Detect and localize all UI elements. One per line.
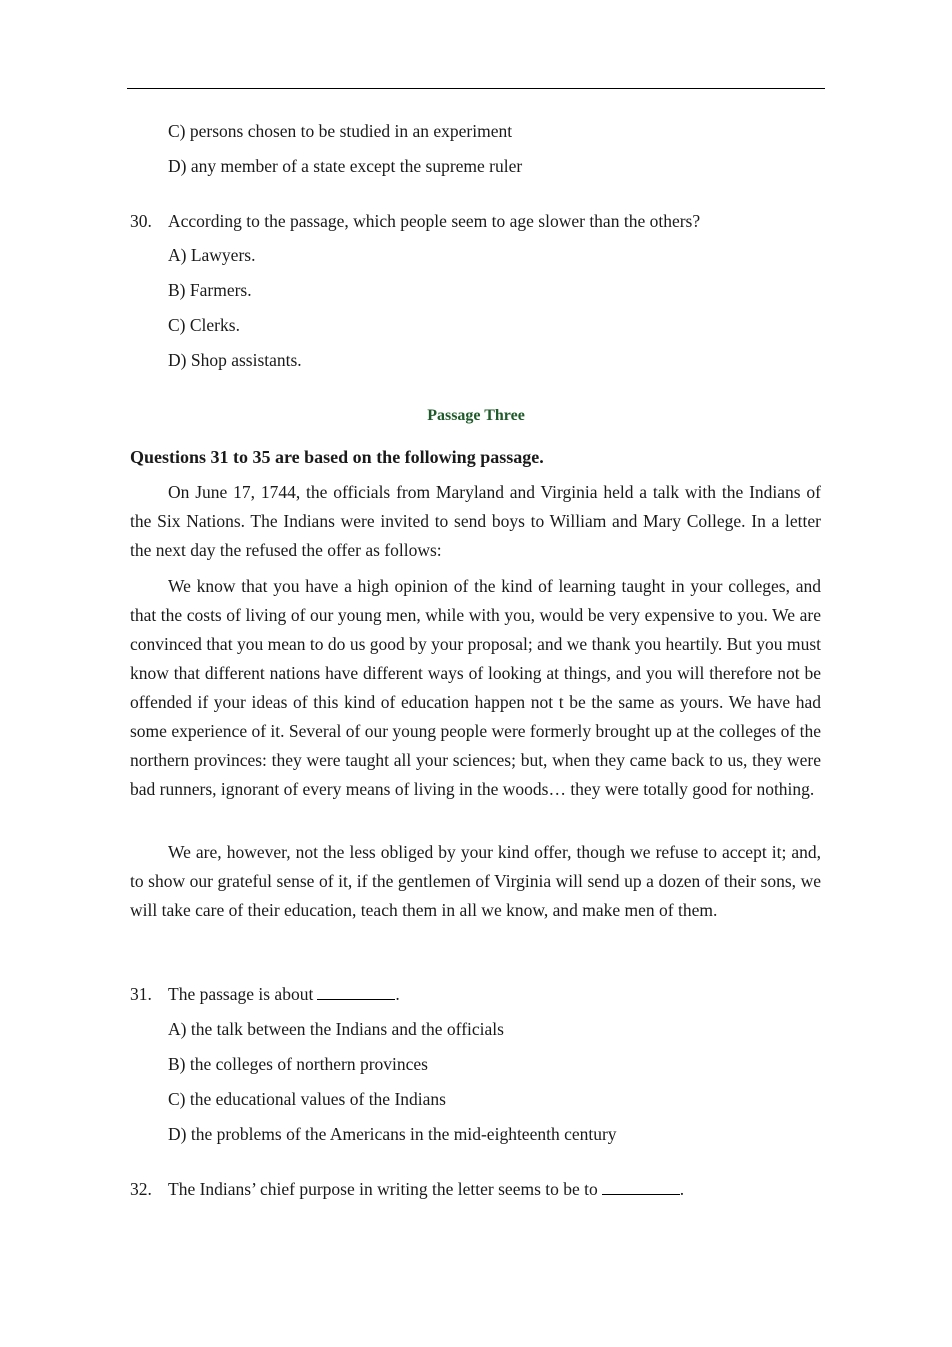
q30-option-c: C) Clerks. xyxy=(168,315,240,335)
question-32-text: The Indians’ chief purpose in writing the letter seems to be to xyxy=(168,1179,598,1199)
header-rule xyxy=(127,88,825,89)
question-31-stem xyxy=(168,983,400,1005)
question-30-number: 30. xyxy=(130,211,152,231)
prev-option-d: D) any member of a state except the supreme ruler xyxy=(168,156,523,176)
q31-option-c: C) the educational values of the Indians xyxy=(168,1089,446,1109)
passage-title: Passage Three xyxy=(427,407,525,424)
q30-option-a: A) Lawyers. xyxy=(168,245,256,265)
prev-option-c: C) persons chosen to be studied in an experiment xyxy=(168,121,513,141)
passage-heading: Questions 31 to 35 are based on the following passage. xyxy=(130,447,544,467)
answer-blank xyxy=(317,984,395,1000)
question-31-text: The passage is about xyxy=(168,984,314,1004)
answer-blank xyxy=(602,1179,680,1195)
question-32-end: . xyxy=(679,1179,685,1199)
passage-paragraph-3: We are, however, not the less obliged by your kind offer, though we refuse to accept it; and, to show our grateful sense of it, if the gentlemen of Virginia will send up a dozen of their sons, we will take care of their education, teach them in all we know, and make men of them. xyxy=(130,842,821,920)
q31-option-a: A) the talk between the Indians and the officials xyxy=(168,1019,504,1039)
passage-paragraph-2: We know that you have a high opinion of the kind of learning taught in your colleges, and that the costs of living of our young men, while with you, would be very expensive to you. We are convinced that you mean to do us good by your proposal; and we thank you heartily. But you must know that different nations have different ways of looking at things, and you will therefore not be offended if your ideas of this kind of education happen not t be the same as yours. We have had some experience of it. Several of our young people were formerly brought up at the colleges of the northern provinces: they were taught all your sciences; but, when they came back to us, they were bad runners, ignorant of every means of living in the woods… they were totally good for nothing. xyxy=(130,576,822,799)
q31-option-b: B) the colleges of northern provinces xyxy=(168,1054,428,1074)
question-31-end: . xyxy=(395,984,400,1004)
question-31-number: 31. xyxy=(130,984,152,1004)
question-30-text: According to the passage, which people seem to age slower than the others? xyxy=(168,211,701,231)
q30-option-d: D) Shop assistants. xyxy=(168,350,302,370)
q30-option-b: B) Farmers. xyxy=(168,280,252,300)
q31-option-d: D) the problems of the Americans in the mid-eighteenth century xyxy=(168,1124,617,1144)
question-32-stem xyxy=(168,1178,684,1200)
passage-paragraph-1: On June 17, 1744, the officials from Maryland and Virginia held a talk with the Indians of the Six Nations. The Indians were invited to send boys to William and Mary College. In a letter the next day the refused the offer as follows: xyxy=(130,482,821,560)
question-32-number: 32. xyxy=(130,1179,152,1199)
